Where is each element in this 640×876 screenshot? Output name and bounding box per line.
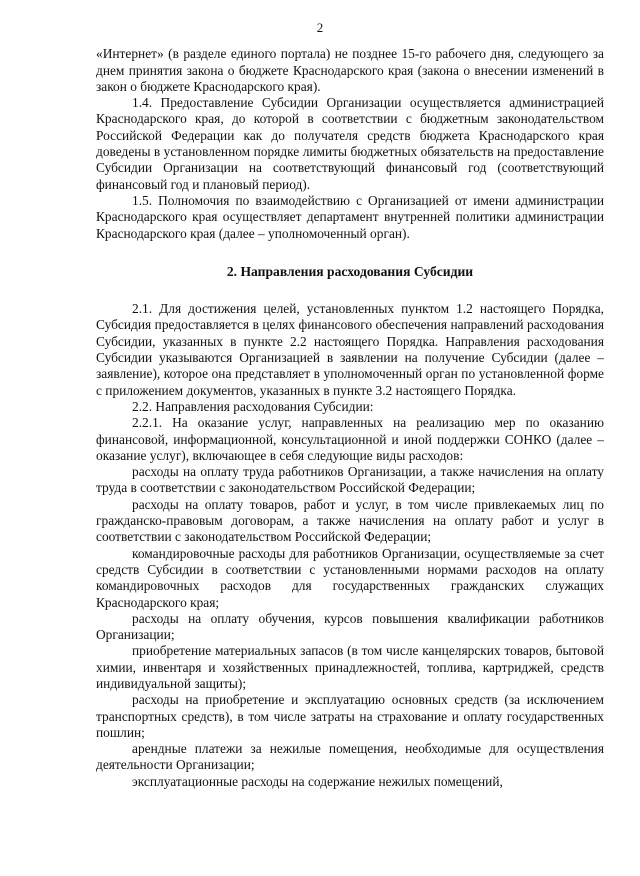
- paragraph-1-5: 1.5. Полномочия по взаимодействию с Организацией от имени администрации Краснодарского края осуществляет департамент внутренней политики администрации Краснодарского края (далее – уполномоченный орган).: [96, 192, 604, 241]
- expense-item: расходы на приобретение и эксплуатацию основных средств (за исключением транспортных средств), в том числе затраты на страхование и оплату государственных пошлин;: [96, 692, 604, 740]
- section-1-continuation: [96, 46, 604, 242]
- page-number: 2: [316, 20, 324, 35]
- expense-item: расходы на оплату обучения, курсов повышения квалификации работников Организации;: [96, 610, 604, 643]
- paragraph-2-1: 2.1. Для достижения целей, установленных пунктом 1.2 настоящего Порядка, Субсидия предоставляется в целях финансового обеспечения направлений расходования Субсидии, указанных в пункте 2.2 настоящего Порядка. Направления расходования Субсидии указываются Организацией в заявлении на получение Субсидии (далее – заявление), которое она представляет в уполномоченный орган по установленной форме с приложением документов, указанных в пункте 3.2 настоящего Порядка.: [96, 301, 604, 398]
- expense-item: эксплуатационные расходы на содержание нежилых помещений,: [132, 773, 503, 789]
- expense-item: расходы на оплату труда работников Организации, а также начисления на оплату труда в соответствии с законодательством Российской Федерации;: [96, 464, 604, 496]
- expense-item: приобретение материальных запасов (в том числе канцелярских товаров, бытовой химии, инвентаря и хозяйственных принадлежностей, топлива, картриджей, средств индивидуальной защиты);: [96, 643, 604, 691]
- expense-item: командировочные расходы для работников Организации, осуществляемые за счет средств Субсидии в соответствии с установленными нормами расходов на оплату командировочных расходов для государственных гражданских служащих Краснодарского края;: [96, 545, 604, 610]
- paragraph: «Интернет» (в разделе единого портала) не позднее 15-го рабочего дня, следующего за днем принятия закона о бюджете Краснодарского края (закона о внесении изменений в закон о бюджете Краснодарского края).: [96, 46, 604, 94]
- section-2-body: [96, 301, 604, 790]
- expense-item: арендные платежи за нежилые помещения, необходимые для осуществления деятельности Организации;: [96, 741, 604, 773]
- paragraph-2-2-1: 2.2.1. На оказание услуг, направленных на реализацию мер по оказанию финансовой, информационной, консультационной и иной поддержки СОНКО (далее – оказание услуг), включающее в себя следующие виды расходов:: [96, 415, 604, 463]
- section-heading: 2. Направления расходования Субсидии: [226, 263, 474, 279]
- paragraph-1-4: 1.4. Предоставление Субсидии Организации осуществляется администрацией Краснодарского края, до которой в соответствии с бюджетным законодательством Российской Федерации как до получателя средств бюджета Краснодарского края доведены в установленном порядке лимиты бюджетных обязательств на предоставление Субсидии Организации на соответствующий финансовый год (соответствующий финансовый год и плановый период).: [96, 95, 604, 192]
- paragraph-2-2: 2.2. Направления расходования Субсидии:: [132, 398, 374, 414]
- expense-item: расходы на оплату товаров, работ и услуг, в том числе привлекаемых лиц по гражданско-правовым договорам, а также начисления на оплату работ и услуг в соответствии с законодательством Российской Федерации;: [96, 496, 604, 545]
